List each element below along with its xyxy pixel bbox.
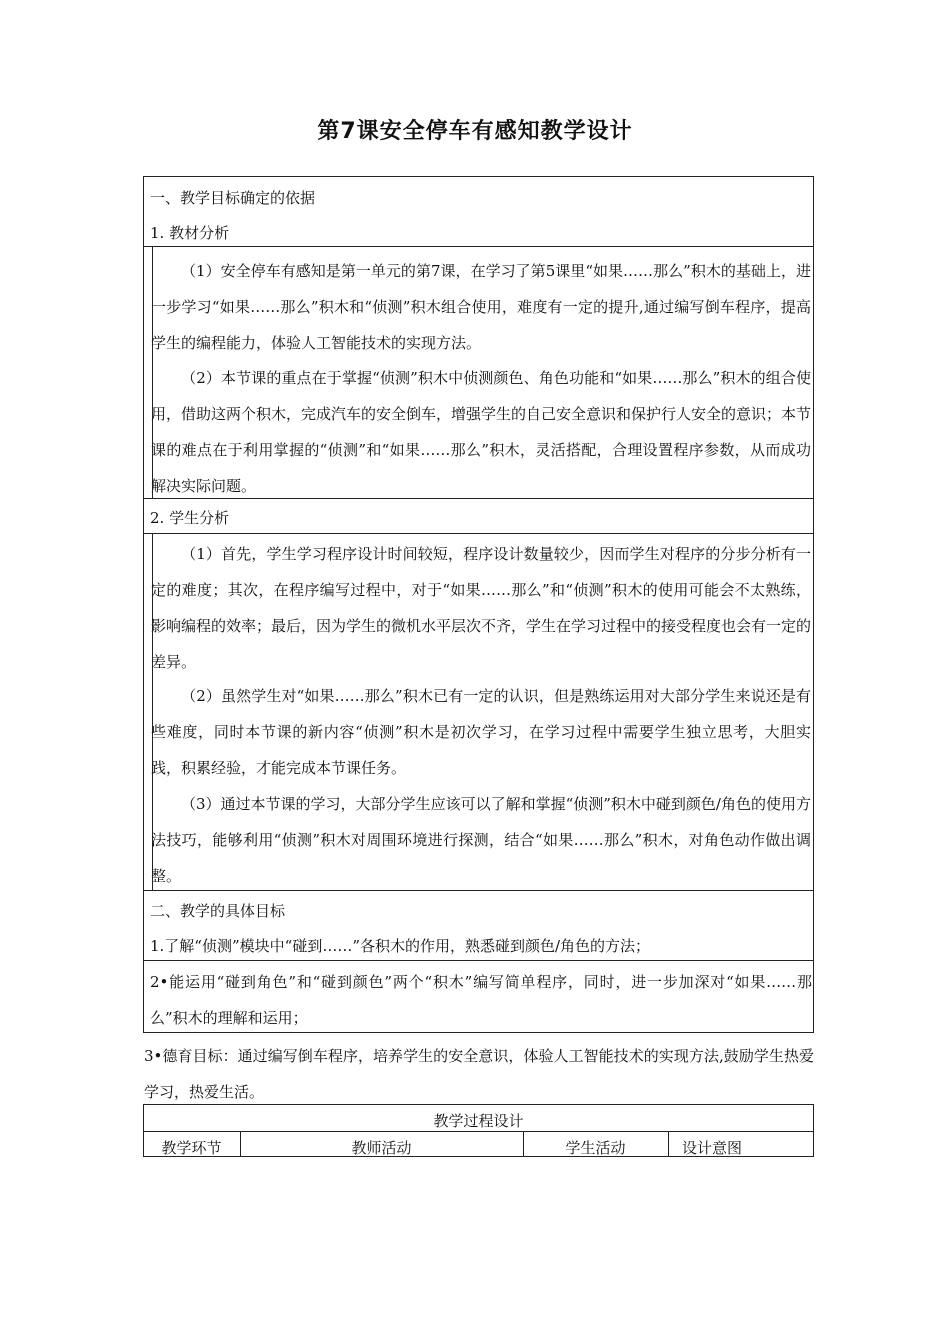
header-teaching-stage: 教学环节 — [161, 1139, 222, 1157]
student-analysis-paragraph-2: （2）虽然学生对“如果……那么”积木已有一定的认识，但是熟练运用对大部分学生来说还是有些难度，同时本节课的新内容“侦测”积木是初次学习，在学习过程中需要学生独立思考，大胆实践，积累经验，才能完成本节课任务。 — [151, 687, 811, 777]
student-analysis-paragraph-1: （1）首先，学生学习程序设计时间较短，程序设计数量较少，因而学生对程序的分步分析有一定的难度；其次，在程序编写过程中，对于“如果……那么”和“侦测”积木的使用可能会不太熟练，影响编程的效率；最后，因为学生的微机水平层次不齐，学生在学习过程中的接受程度也会有一定的差异。 — [151, 545, 812, 671]
goal-2: 2•能运用“碰到角色”和“碰到颜色”两个“积木”编写简单程序，同时，进一步加深对“如果……那么”积木的理解和运用； — [150, 973, 812, 1027]
student-analysis-paragraph-3: （3）通过本节课的学习，大部分学生应该可以了解和掌握“侦测”积木中碰到颜色/角色的使用方法技巧，能够利用“侦测”积木对周围环境进行探测，结合“如果……那么”积木，对角色动作做出调整。 — [151, 795, 811, 885]
page-title: 第7课安全停车有感知教学设计 — [317, 119, 633, 144]
textbook-analysis-paragraph-1: （1）安全停车有感知是第一单元的第7课，在学习了第5课里“如果……那么”积木的基础上，进一步学习“如果……那么”积木和“侦测”积木组合使用，难度有一定的提升,通过编写倒车程序，提高学生的编程能力，体验人工智能技术的实现方法。 — [151, 262, 811, 352]
subsection-label-2: 2. 学生分析 — [150, 509, 230, 527]
header-teacher-activity: 教师活动 — [351, 1139, 412, 1157]
row-divider — [143, 246, 814, 247]
section-heading-2: 二、教学的具体目标 — [150, 902, 286, 920]
header-design-intent: 设计意图 — [682, 1139, 743, 1157]
row-divider — [143, 533, 814, 534]
row-divider — [143, 1131, 814, 1132]
header-student-activity: 学生活动 — [565, 1139, 626, 1157]
section-heading-1: 一、教学目标确定的依据 — [150, 189, 316, 207]
subsection-label-1: 1. 教材分析 — [150, 224, 230, 242]
process-table-title: 教学过程设计 — [433, 1112, 524, 1130]
goal-3: 3•德育目标：通过编写倒车程序，培养学生的安全意识，体验人工智能技术的实现方法,鼓励学生热爱学习，热爱生活。 — [144, 1047, 814, 1101]
goal-1: 1.了解“侦测”模块中“碰到……”各积木的作用，熟悉碰到颜色/角色的方法； — [150, 937, 651, 955]
textbook-analysis-paragraph-2: （2）本节课的重点在于掌握“侦测”积木中侦测颜色、角色功能和“如果……那么”积木的组合使用，借助这两个积木，完成汽车的安全倒车，增强学生的自己安全意识和保护行人安全的意识；本节课的难点在于利用掌握的“侦测”和“如果……那么”积木，灵活搭配，合理设置程序参数，从而成功解决实际问题。 — [151, 369, 812, 495]
